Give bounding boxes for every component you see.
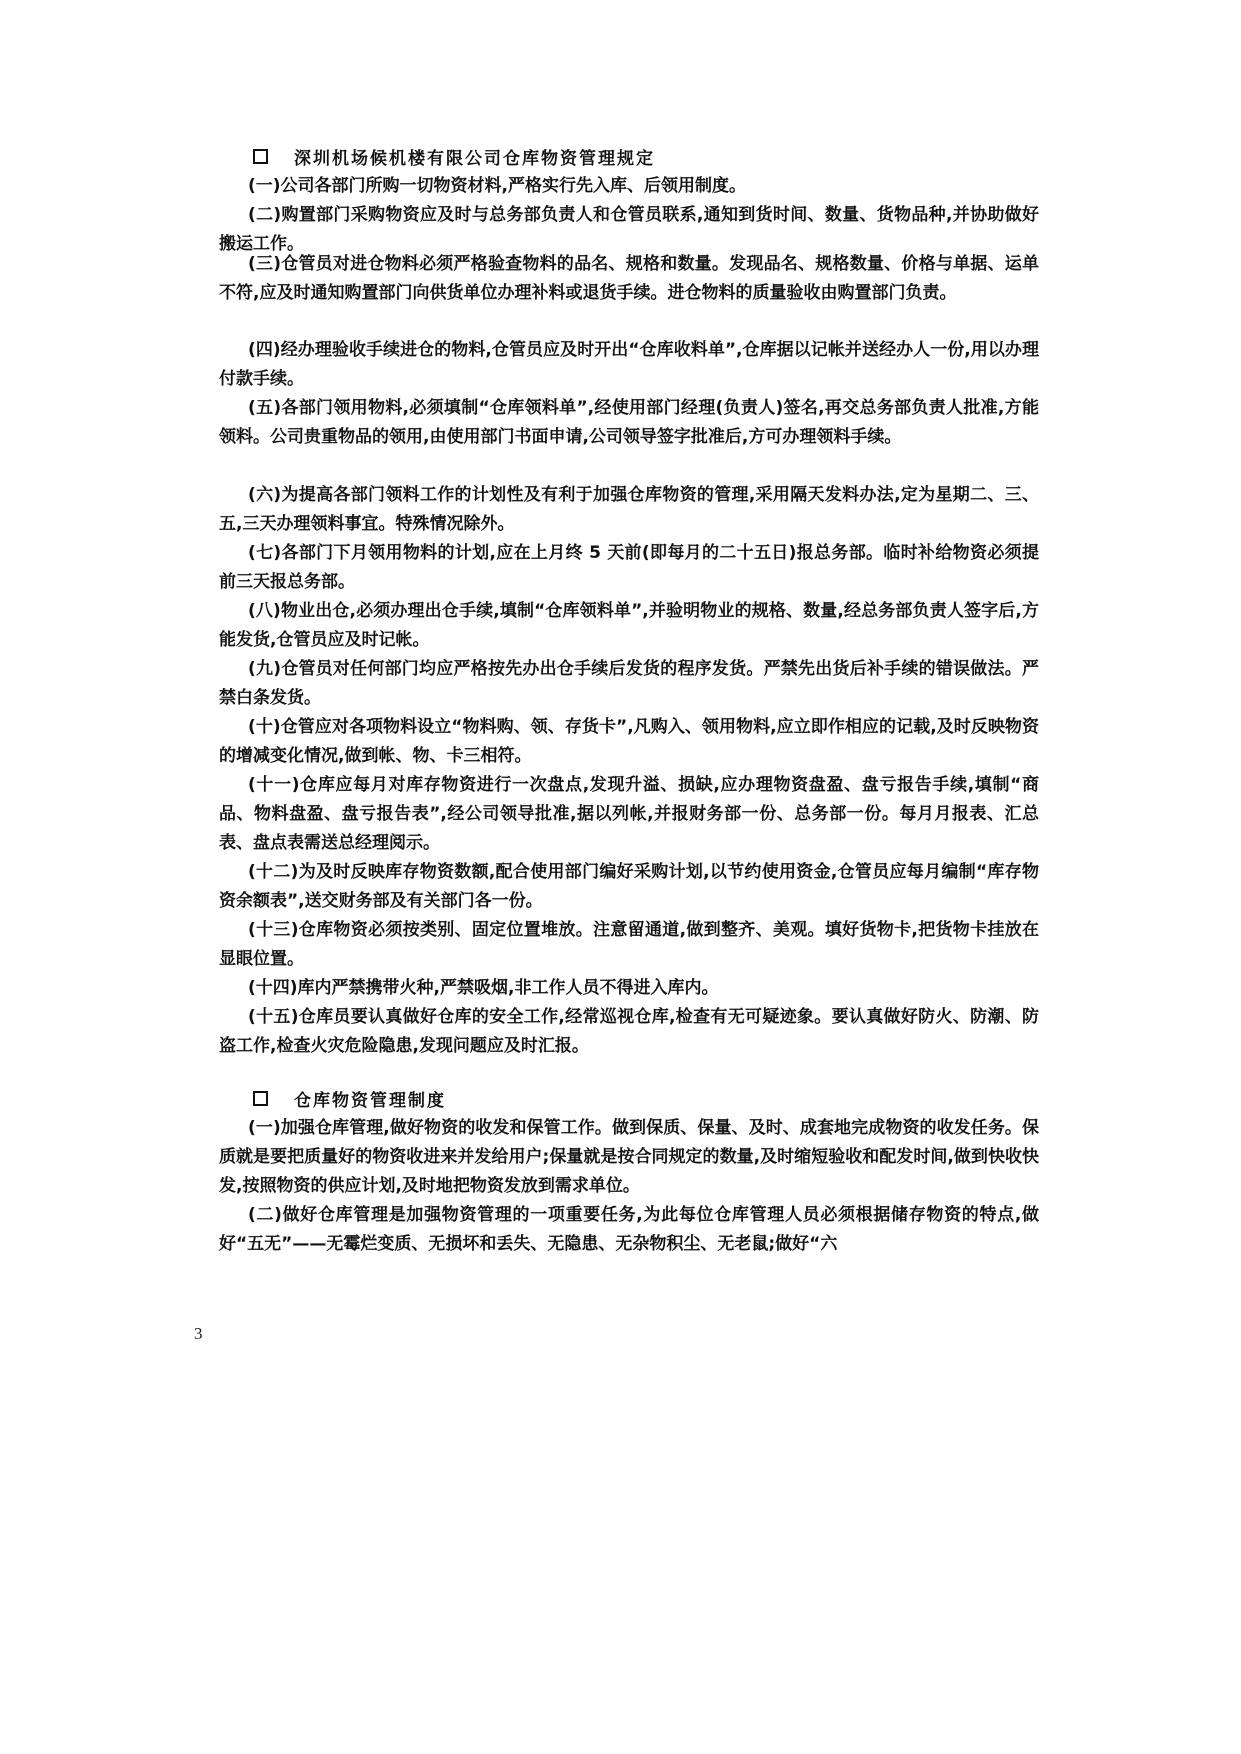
paragraph: [219, 250, 1039, 308]
paragraph: [219, 771, 1039, 858]
paragraph: [219, 916, 1039, 974]
paragraph-text: (二)做好仓库管理是加强物资管理的一项重要任务,为此每位仓库管理人员必须根据储存物资的特点,做好“五无”——无霉烂变质、无损坏和丢失、无隐患、无杂物积尘、无老鼠;做好“六: [219, 1205, 1039, 1254]
paragraph-text: (九)仓管员对任何部门均应严格按先办出仓手续后发货的程序发货。严禁先出货后补手续的错误做法。严禁白条发货。: [219, 659, 1039, 708]
paragraph-text: (七)各部门下月领用物料的计划,应在上月终 5 天前(即每月的二十五日)报总务部。临时补给物资必须提前三天报总务部。: [219, 543, 1039, 592]
paragraph: [219, 597, 1039, 655]
paragraph: [219, 539, 1039, 597]
paragraph: [219, 481, 1039, 539]
page-number: 3: [194, 1324, 203, 1343]
paragraph-text: (十)仓管应对各项物料设立“物料购、领、存货卡”,凡购入、领用物料,应立即作相应的记载,及时反映物资的增减变化情况,做到帐、物、卡三相符。: [219, 717, 1039, 766]
paragraph-text: (二)购置部门采购物资应及时与总务部负责人和仓管员联系,通知到货时间、数量、货物品种,并协助做好搬运工作。: [219, 205, 1039, 254]
checkbox-square-icon: [253, 149, 268, 164]
paragraph: [219, 336, 1039, 394]
paragraph: [219, 1114, 1039, 1201]
paragraph-text: (十三)仓库物资必须按类别、固定位置堆放。注意留通道,做到整齐、美观。填好货物卡,把货物卡挂放在显眼位置。: [219, 920, 1039, 969]
paragraph: [219, 713, 1039, 771]
paragraph-text: (八)物业出仓,必须办理出仓手续,填制“仓库领料单”,并验明物业的规格、数量,经总务部负责人签字后,方能发货,仓管员应及时记帐。: [219, 601, 1039, 650]
section-title: 深圳机场候机楼有限公司仓库物资管理规定: [294, 148, 655, 169]
paragraph-text: (六)为提高各部门领料工作的计划性及有利于加强仓库物资的管理,采用隔天发料办法,定为星期二、三、五,三天办理领料事宜。特殊情况除外。: [219, 485, 1039, 534]
section-heading: [253, 141, 655, 171]
paragraph-text: (十一)仓库应每月对库存物资进行一次盘点,发现升溢、损缺,应办理物资盘盈、盘亏报告手续,填制“商品、物料盘盈、盘亏报告表”,经公司领导批准,据以列帐,并报财务部一份、总务部一份。每月月报表、汇总表、盘点表需送总经理阅示。: [219, 775, 1039, 853]
checkbox-square-icon: [253, 1091, 268, 1106]
paragraph: [219, 1003, 1039, 1061]
paragraph: [219, 172, 1039, 201]
section-heading: [253, 1083, 446, 1113]
paragraph-text: (四)经办理验收手续进仓的物料,仓管员应及时开出“仓库收料单”,仓库据以记帐并送经办人一份,用以办理付款手续。: [219, 340, 1039, 389]
paragraph: [219, 655, 1039, 713]
paragraph: [219, 1201, 1039, 1259]
paragraph: [219, 974, 1039, 1003]
paragraph: [219, 394, 1039, 452]
paragraph-text: (一)公司各部门所购一切物资材料,严格实行先入库、后领用制度。: [248, 176, 746, 196]
paragraph: [219, 858, 1039, 916]
paragraph-text: (十五)仓库员要认真做好仓库的安全工作,经常巡视仓库,检查有无可疑迹象。要认真做好防火、防潮、防盗工作,检查火灾危险隐患,发现问题应及时汇报。: [219, 1007, 1039, 1056]
paragraph-text: (五)各部门领用物料,必须填制“仓库领料单”,经使用部门经理(负责人)签名,再交总务部负责人批准,方能领料。公司贵重物品的领用,由使用部门书面申请,公司领导签字批准后,方可办理领料手续。: [219, 398, 1039, 447]
paragraph-text: (三)仓管员对进仓物料必须严格验查物料的品名、规格和数量。发现品名、规格数量、价格与单据、运单不符,应及时通知购置部门向供货单位办理补料或退货手续。进仓物料的质量验收由购置部门负责。: [219, 254, 1039, 303]
paragraph-text: (十四)库内严禁携带火种,严禁吸烟,非工作人员不得进入库内。: [248, 978, 719, 998]
paragraph-text: (一)加强仓库管理,做好物资的收发和保管工作。做到保质、保量、及时、成套地完成物资的收发任务。保质就是要把质量好的物资收进来并发给用户;保量就是按合同规定的数量,及时缩短验收和配发时间,做到快收快发,按照物资的供应计划,及时地把物资发放到需求单位。: [219, 1118, 1039, 1196]
paragraph-text: (十二)为及时反映库存物资数额,配合使用部门编好采购计划,以节约使用资金,仓管员应每月编制“库存物资余额表”,送交财务部及有关部门各一份。: [219, 862, 1039, 911]
section-title: 仓库物资管理制度: [294, 1090, 446, 1111]
